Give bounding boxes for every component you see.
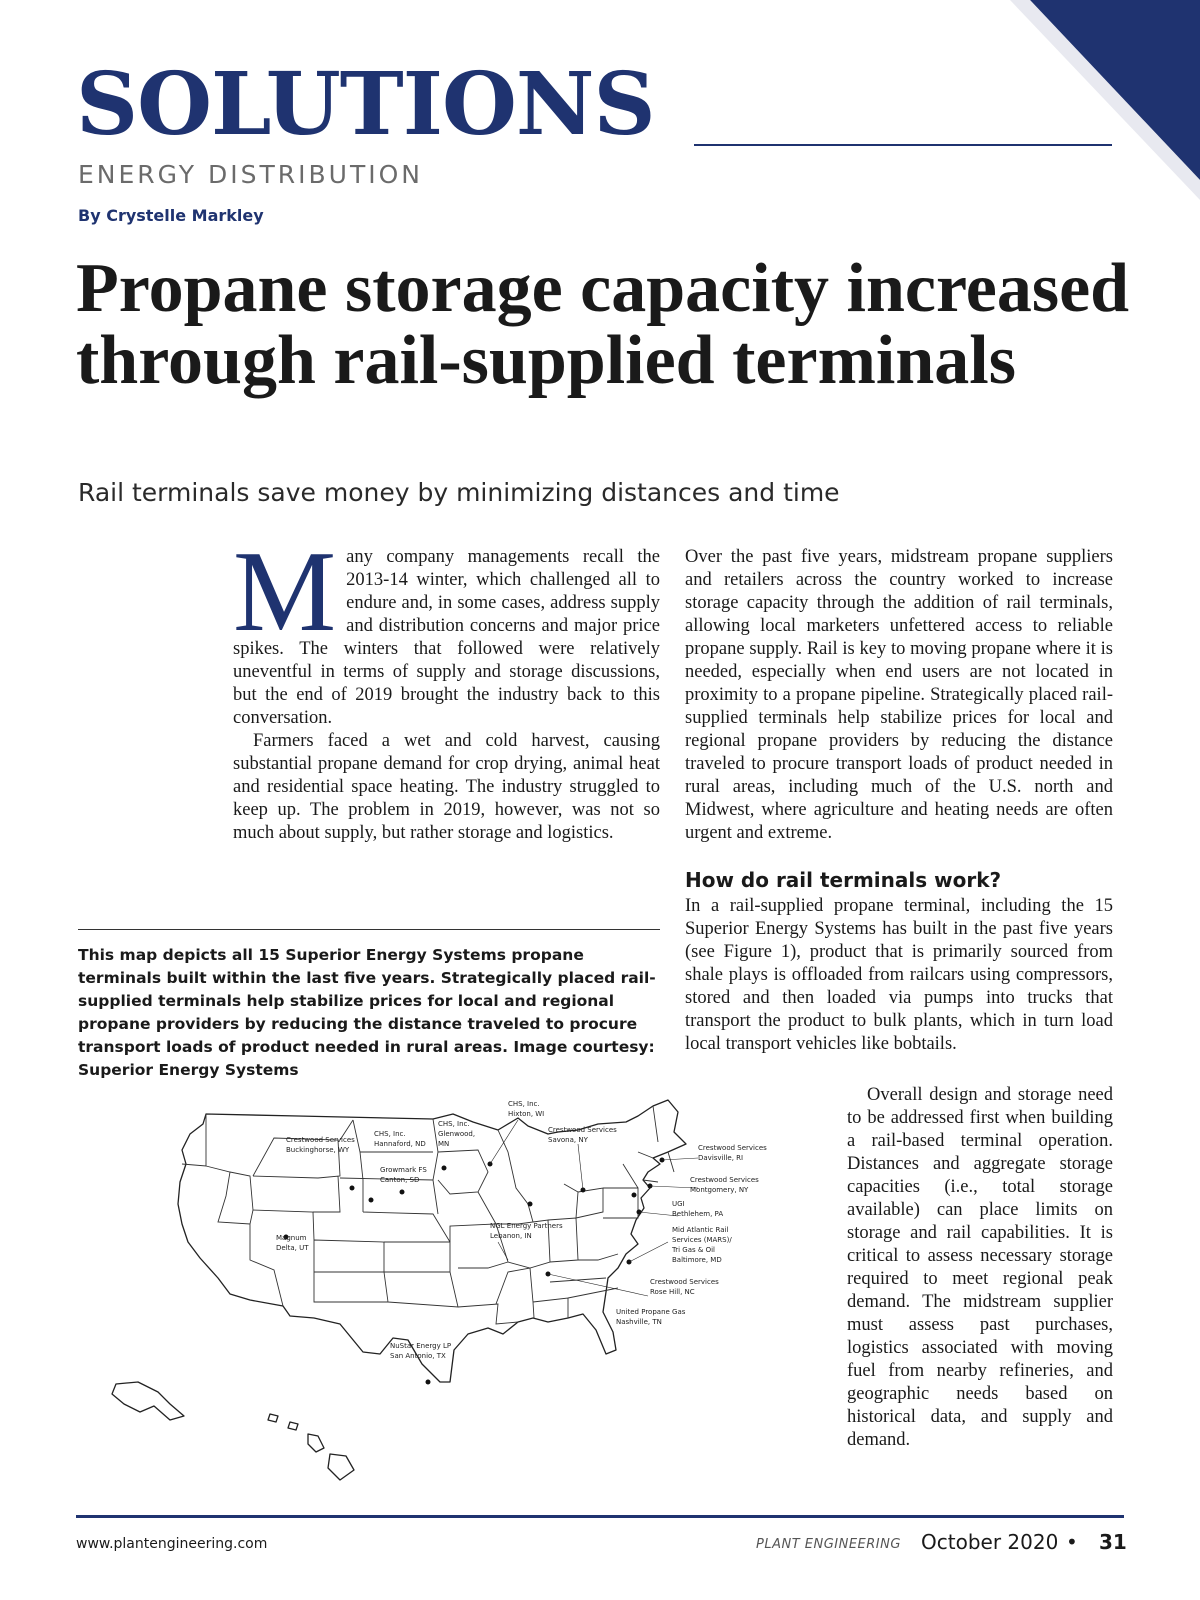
label-mars: Mid Atlantic Rail Services (MARS)/ Tri Gas & Oil Baltimore, MD	[672, 1226, 732, 1264]
body-column-4	[847, 1084, 1113, 1452]
page-number: 31	[1099, 1530, 1127, 1554]
terminal-dot	[400, 1190, 405, 1195]
label-ugi: UGI Bethlehem, PA	[672, 1200, 724, 1218]
terminal-dot	[632, 1193, 637, 1198]
section-subtitle: ENERGY DISTRIBUTION	[78, 160, 423, 189]
byline: By Crystelle Markley	[78, 206, 264, 225]
footer-url[interactable]: www.plantengineering.com	[76, 1536, 268, 1552]
label-chs-glenwood: CHS, Inc. Glenwood, MN	[438, 1120, 476, 1148]
terminal-dots	[284, 1158, 665, 1385]
label-chs-hixton: CHS, Inc. Hixton, WI	[508, 1100, 545, 1118]
article-title: Propane storage capacity increased through rail-supplied terminals	[76, 250, 1130, 399]
label-chs-hannaford: CHS, Inc. Hannaford, ND	[374, 1130, 426, 1148]
map-outline	[112, 1100, 686, 1480]
paragraph-2: Farmers faced a wet and cold harvest, causing substantial propane demand for crop drying, animal heat and residential space heating. The industry struggled to keep up. The problem in 2019, however, was not so much about supply, but rather storage and logistics.	[233, 731, 660, 843]
terminal-dot	[369, 1198, 374, 1203]
footer-separator: •	[1066, 1530, 1078, 1554]
label-united-propane: United Propane Gas Nashville, TN	[616, 1308, 686, 1326]
terminal-dot	[442, 1166, 447, 1171]
label-ngl: NGL Energy Partners Lebanon, IN	[490, 1222, 563, 1240]
paragraph-5: Overall design and storage need to be addressed first when building a rail-based terminal operation. Distances and aggregate storage capacities (i.e., total storage available) can place limits on storage and rail capabilities. It is critical to assess necessary storage required to meet regional peak demand. The midstream supplier must assess past purchases, logistics associated with moving fuel from nearby refineries, and geographic needs based on historical data, and supply and demand.	[847, 1085, 1113, 1450]
label-nustar: NuStar Energy LP San Antonio, TX	[390, 1342, 452, 1360]
paragraph-4: In a rail-supplied propane terminal, including the 15 Superior Energy Systems has built in the past five years (see Figure 1), product that is primarily sourced from shale plays is offloaded from railcars using compressors, stored and then loaded via pumps into trucks that transport the product to bulk plants, which in turn load local transport vehicles like bobtails.	[685, 896, 1113, 1054]
body-column-1	[233, 528, 660, 845]
label-crestwood-rose-hill: Crestwood Services Rose Hill, NC	[650, 1278, 719, 1296]
us-terminal-map	[78, 1092, 838, 1500]
corner-accent	[1010, 0, 1200, 200]
article-subtitle: Rail terminals save money by minimizing distances and time	[78, 478, 840, 507]
terminal-dot	[426, 1380, 431, 1385]
caption-rule	[78, 929, 660, 930]
label-magnum: Magnum Delta, UT	[276, 1234, 309, 1252]
footer-magazine: PLANT ENGINEERING	[756, 1537, 901, 1552]
footer-date: October 2020	[921, 1530, 1059, 1554]
paragraph-3: Over the past five years, midstream propane suppliers and retailers across the country worked to increase storage capacity through the addition of rail terminals, allowing local marketers unfettered access to reliable propane supply. Rail is key to moving propane where it is needed, especially when end users are not located in proximity to a propane pipeline. Strategically placed rail-supplied terminals help stabilize prices for local and regional propane providers by reducing the distance traveled to procure transport loads of product needed in rural areas, including much of the U.S. north and Midwest, where agriculture and heating needs are often urgent and extreme.	[685, 547, 1113, 843]
body-column-2	[685, 546, 1113, 845]
terminal-dot	[350, 1186, 355, 1191]
label-crestwood-davisville: Crestwood Services Davisville, RI	[698, 1144, 767, 1162]
body-column-3	[685, 895, 1113, 1056]
paragraph-1: any company managements recall the 2013-14 winter, which challenged all to endure and, in some cases, address supply and distribution concerns and major price spikes. The winters that followed were relatively uneventful in terms of supply and storage discussions, but the end of 2019 brought the industry back to this conversation.	[233, 547, 660, 728]
drop-cap: M	[233, 528, 337, 656]
label-crestwood-montgomery: Crestwood Services Montgomery, NY	[690, 1176, 759, 1194]
section-heading: How do rail terminals work?	[685, 868, 1002, 892]
section-title: SOLUTIONS	[76, 54, 655, 155]
terminal-dot	[528, 1202, 533, 1207]
state-borders	[182, 1106, 674, 1324]
section-rule	[694, 144, 1112, 146]
footer-rule	[76, 1515, 1124, 1518]
label-growmark: Growmark FS Canton, SD	[380, 1166, 427, 1184]
figure-caption: This map depicts all 15 Superior Energy Systems propane terminals built within the last five years. Strategically placed rail-supplied terminals help stabilize prices for local and regional propane providers by reducing the distance traveled to procure transport loads of product needed in rural areas. Image courtesy: Superior Energy Systems	[78, 946, 656, 1079]
label-crestwood-savona: Crestwood Services Savona, NY	[548, 1126, 617, 1144]
label-crestwood-buckinghorse: Crestwood Services Buckinghorse, WY	[286, 1136, 355, 1154]
